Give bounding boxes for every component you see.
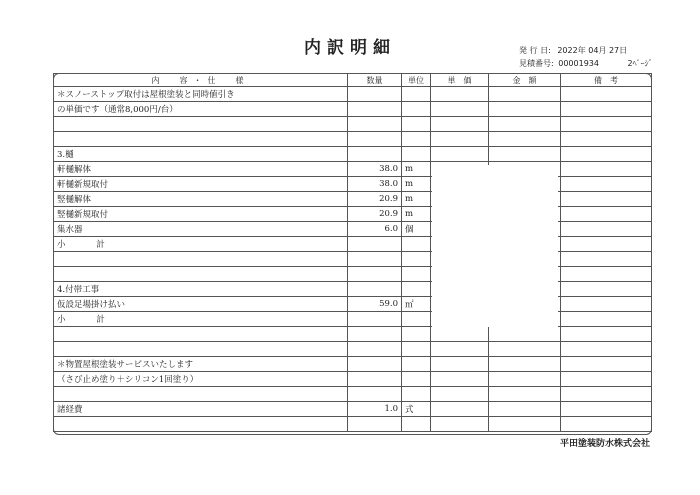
row-quantity (348, 372, 402, 387)
row-unit (402, 357, 431, 372)
table-row (54, 147, 652, 162)
row-unit-price (431, 372, 489, 387)
estimate-no-label: 見積番号: (519, 59, 554, 68)
row-amount (489, 117, 561, 132)
header-unit: 単位 (402, 74, 431, 87)
table-row (54, 417, 652, 432)
header-amount: 金 額 (489, 74, 561, 87)
detail-table (53, 73, 652, 432)
row-unit: 式 (402, 402, 431, 417)
table-row (54, 372, 652, 387)
row-remarks (561, 327, 652, 342)
row-quantity (348, 342, 402, 357)
row-description: ＊物置屋根塗装サービスいたします (54, 357, 348, 372)
row-remarks (561, 387, 652, 402)
row-amount (489, 147, 561, 162)
table-row (54, 177, 652, 192)
table-row (54, 282, 652, 297)
table-body (54, 87, 652, 432)
table-row (54, 87, 652, 102)
row-description: 諸経費 (54, 402, 348, 417)
row-description (54, 267, 348, 282)
issue-date-label: 発 行 日: (519, 46, 551, 55)
row-description (54, 132, 348, 147)
row-description: 軒樋新規取付 (54, 177, 348, 192)
row-quantity (348, 282, 402, 297)
document-title: 内訳明細 (304, 38, 396, 58)
row-unit (402, 312, 431, 327)
row-description: 集水器 (54, 222, 348, 237)
row-remarks (561, 357, 652, 372)
table-row (54, 357, 652, 372)
row-quantity (348, 267, 402, 282)
table-header-row (54, 74, 652, 87)
header-unit-price: 単 価 (431, 74, 489, 87)
row-quantity: 6.0 (348, 222, 402, 237)
row-remarks (561, 282, 652, 297)
row-amount (489, 327, 561, 342)
row-description: ＊スノーストップ取付は屋根塗装と同時値引き (54, 87, 348, 102)
row-quantity: 38.0 (348, 162, 402, 177)
row-unit-price (431, 387, 489, 402)
row-description (54, 327, 348, 342)
row-unit-price (431, 147, 489, 162)
row-remarks (561, 132, 652, 147)
header-remarks: 備 考 (561, 74, 652, 87)
row-description: 竪樋新規取付 (54, 207, 348, 222)
header-description: 内 容・仕 様 (54, 74, 348, 87)
row-description (54, 417, 348, 432)
table-row (54, 192, 652, 207)
row-unit-price (431, 417, 489, 432)
row-unit (402, 417, 431, 432)
table-row (54, 327, 652, 342)
row-quantity (348, 117, 402, 132)
row-quantity (348, 102, 402, 117)
row-amount (489, 342, 561, 357)
row-quantity: 20.9 (348, 207, 402, 222)
row-description: 仮設足場掛け払い (54, 297, 348, 312)
row-unit: m (402, 192, 431, 207)
table-row (54, 402, 652, 417)
row-unit-price (431, 87, 489, 102)
row-description: 4.付帯工事 (54, 282, 348, 297)
table-row (54, 387, 652, 402)
row-amount (489, 132, 561, 147)
row-description: 小 計 (54, 237, 348, 252)
row-amount (489, 402, 561, 417)
row-quantity (348, 312, 402, 327)
row-unit-price (431, 357, 489, 372)
table-row (54, 252, 652, 267)
table-row (54, 237, 652, 252)
row-unit (402, 252, 431, 267)
row-amount (489, 102, 561, 117)
row-quantity: 20.9 (348, 192, 402, 207)
header-quantity: 数量 (348, 74, 402, 87)
row-quantity (348, 237, 402, 252)
table-row (54, 312, 652, 327)
row-quantity: 38.0 (348, 177, 402, 192)
row-description (54, 387, 348, 402)
row-quantity: 1.0 (348, 402, 402, 417)
row-description (54, 252, 348, 267)
row-unit (402, 147, 431, 162)
estimate-no: 00001934 (558, 59, 599, 68)
row-quantity (348, 417, 402, 432)
row-unit: m (402, 177, 431, 192)
row-remarks (561, 342, 652, 357)
row-unit (402, 237, 431, 252)
row-remarks (561, 372, 652, 387)
row-remarks (561, 192, 652, 207)
row-description: 3.樋 (54, 147, 348, 162)
estimate-no-line (519, 58, 653, 69)
row-remarks (561, 102, 652, 117)
row-description: （さび止め塗り＋シリコン1回塗り） (54, 372, 348, 387)
row-quantity (348, 252, 402, 267)
row-unit: m (402, 162, 431, 177)
row-unit: 個 (402, 222, 431, 237)
row-unit: m (402, 207, 431, 222)
table-row (54, 207, 652, 222)
row-remarks (561, 117, 652, 132)
row-unit (402, 132, 431, 147)
row-remarks (561, 162, 652, 177)
row-unit (402, 267, 431, 282)
row-remarks (561, 207, 652, 222)
row-unit-price (431, 342, 489, 357)
table-row (54, 102, 652, 117)
row-unit (402, 342, 431, 357)
row-unit (402, 387, 431, 402)
row-unit-price (431, 117, 489, 132)
row-unit-price (431, 132, 489, 147)
row-amount (489, 357, 561, 372)
row-unit-price (431, 327, 489, 342)
row-remarks (561, 312, 652, 327)
row-quantity: 59.0 (348, 297, 402, 312)
row-unit-price (431, 402, 489, 417)
company-name: 平田塗装防水株式会社 (560, 439, 651, 449)
row-remarks (561, 147, 652, 162)
row-amount (489, 417, 561, 432)
issue-date-line (519, 45, 627, 56)
table-row (54, 162, 652, 177)
row-unit (402, 327, 431, 342)
table-row (54, 132, 652, 147)
row-unit (402, 282, 431, 297)
row-amount (489, 372, 561, 387)
row-remarks (561, 237, 652, 252)
row-remarks (561, 252, 652, 267)
row-unit (402, 87, 431, 102)
row-unit (402, 372, 431, 387)
row-quantity (348, 387, 402, 402)
row-quantity (348, 357, 402, 372)
row-description: 小 計 (54, 312, 348, 327)
row-remarks (561, 402, 652, 417)
row-remarks (561, 222, 652, 237)
row-remarks (561, 417, 652, 432)
row-unit (402, 117, 431, 132)
table-row (54, 117, 652, 132)
row-description (54, 342, 348, 357)
row-description: 竪樋解体 (54, 192, 348, 207)
table-row (54, 222, 652, 237)
row-unit-price (431, 102, 489, 117)
row-quantity (348, 132, 402, 147)
row-amount (489, 87, 561, 102)
table-row (54, 267, 652, 282)
redaction-block (432, 165, 558, 327)
row-remarks (561, 87, 652, 102)
row-description: の単価です（通常8,000円/台） (54, 102, 348, 117)
row-quantity (348, 327, 402, 342)
issue-date: 2022年 04月 27日 (557, 46, 628, 55)
table-row (54, 342, 652, 357)
row-remarks (561, 177, 652, 192)
row-quantity (348, 87, 402, 102)
row-remarks (561, 297, 652, 312)
row-remarks (561, 267, 652, 282)
table-row (54, 297, 652, 312)
row-amount (489, 387, 561, 402)
row-description: 軒樋解体 (54, 162, 348, 177)
row-description (54, 117, 348, 132)
row-quantity (348, 147, 402, 162)
row-unit: ㎡ (402, 297, 431, 312)
row-unit (402, 102, 431, 117)
page-number: 2ﾍﾟｰｼﾞ (627, 59, 653, 68)
